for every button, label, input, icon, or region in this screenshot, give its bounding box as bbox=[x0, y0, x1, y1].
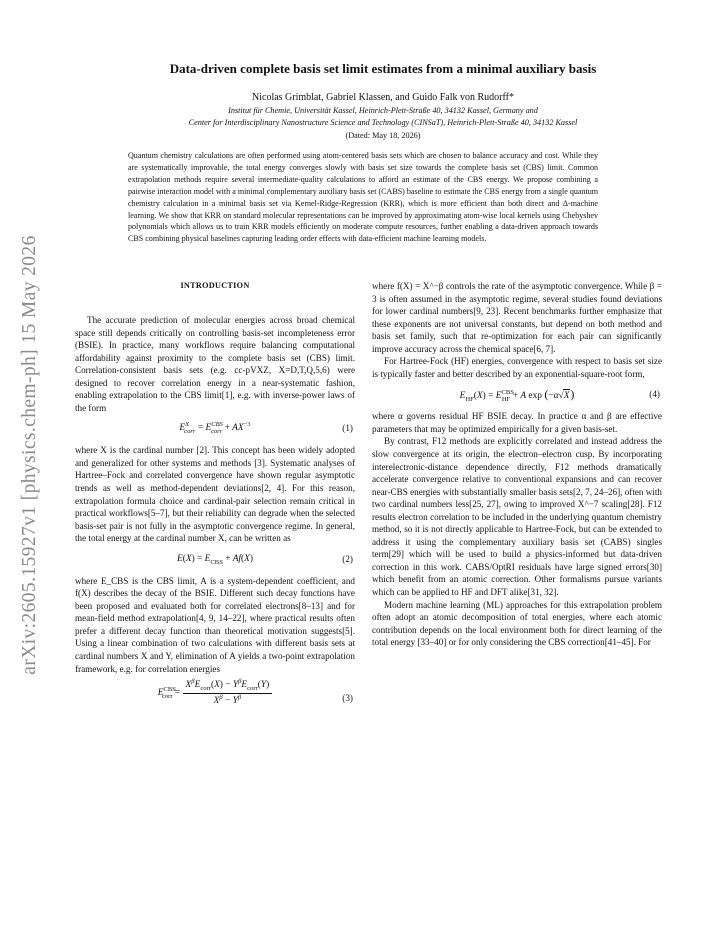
equation-1-body: $E^X_{corr} = E^{CBS}_{corr} + AX^{-3}$ bbox=[179, 421, 251, 436]
author-list: Nicolas Grimblat, Gabriel Klassen, and Guido Falk von Rudorff* bbox=[252, 92, 514, 103]
right-paragraph-2: For Hartree-Fock (HF) energies, convergence with respect to basis set size is typically faster and better described by an exponential-square-root form, bbox=[372, 356, 662, 379]
equation-3-number: (3) bbox=[342, 693, 353, 704]
date-line: (Dated: May 18, 2026) bbox=[345, 131, 421, 140]
right-paragraph-4: By contrast, F12 methods are explicitly correlated and instead address the slow convergence at its origin, the electron–electron cusp. By incorporating interelectronic-distance dependence directly, F12 methods dramatically accelerate convergence relative to conventional expansions and can recover near-CBS energies with substantially smaller basis sets[2, 7, 24–26], often with two cardinal numbers less[25, 27], owing to improved X^−7 scaling[28]. F12 results electron correlation to be included in the underlying quantum chemistry method, so it is not directly applicable to Hartree-Fock, but can be extended to address it using the complementary auxiliary basis set (CABS) singles term[29] which will be used to build a physics-informed but data-driven correction in this work. CABS/OptRI residuals have large signed errors[30] which benefit from an atomic correction. Other formalisms pursue variants which can be applied to HF and DFT alike[31, 32]. bbox=[372, 436, 662, 598]
right-paragraph-5: Modern machine learning (ML) approaches for this extrapolation problem often adopt an atomic decomposition of total energies, where each atomic contribution depends on the local environment both for direct learning of the total energy [33–40] or for only considering the CBS correction[41–45]. For bbox=[372, 599, 662, 648]
equation-4-number: (4) bbox=[649, 389, 660, 400]
equation-4 bbox=[372, 384, 662, 406]
equation-3-body: $E^{CBS}_{corr}$ = $\frac{X^\beta E_{corr}(X) - Y^\beta E_{corr}(Y)}{X^\beta - Y^\beta}$ bbox=[75, 679, 355, 707]
right-column bbox=[372, 280, 662, 649]
arxiv-stamp-text: arXiv:2605.15927v1 [physics.chem-ph] 15 May 2026 bbox=[19, 235, 40, 675]
equation-2-number: (2) bbox=[342, 553, 353, 564]
intro-paragraph-1: The accurate prediction of molecular energies across broad chemical space still depends critically on controlling basis-set incompleteness error (BSIE). In practice, many workflows require balancing computational affordability against proximity to the complete basis set (CBS) limit. Correlation-consistent basis sets (e.g. cc-pVXZ, X=D,T,Q,5,6) were designed to recover correlation energy in a near-systematic fashion, enabling extrapolation to the CBS limit[1], e.g. with inverse-power laws of the form bbox=[75, 315, 355, 413]
equation-2 bbox=[75, 549, 355, 571]
intro-paragraph-2: where X is the cardinal number [2]. This concept has been widely adopted and generalized for other systems and methods [3]. Systematic analyses of Hartree–Fock and correlated convergence have shown regular asymptotic trends as well as method-dependent deviations[2, 4]. For this reason, extrapolation formula choice and cardinal-pair selection remain critical in practical workflows[5–7], but their reliability can degrade when the selected basis-set pair is not fully in the asymptotic convergence regime. In general, the total energy at the cardinal number X, can be written as bbox=[75, 445, 355, 544]
paper-title: Data-driven complete basis set limit estimates from a minimal auxiliary basis bbox=[169, 61, 597, 76]
intro-paragraph-3: where E_CBS is the CBS limit, A is a system-dependent coefficient, and f(X) describes the decay of the BSIE. Different such decay functions have been proposed and evaluated both for correlated electrons[8–13] and for mean-field method extrapolation[4, 9, 14–22], where practical results often prefer a different decay function than theoretical motivation suggests[5]. Using a linear combination of two calculations with different basis sets at cardinal numbers X and Y, elimination of A yields a two-point extrapolation framework, e.g. for correlation energies bbox=[75, 575, 355, 674]
section-heading: INTRODUCTION bbox=[180, 281, 250, 290]
affiliation-2: Center for Interdisciplinary Nanostructure Science and Technology (CINSaT), Heinrich-Plett-Straße 40, 34132 Kassel bbox=[188, 118, 578, 127]
equation-1 bbox=[75, 418, 355, 440]
equation-3 bbox=[75, 679, 355, 719]
abstract: Quantum chemistry calculations are often performed using atom-centered basis sets which are chosen to balance accuracy and cost. While they are systematically improvable, the total energy converges slowly with basis set size towards the complete basis set (CBS) limit. Common extrapolation methods require several intermediate-quality calculations to afford an estimate of the CBS energy. We propose combining a pairwise interaction model with a minimal complementary auxiliary basis set (CABS) baseline to estimate the CBS energy from a single quantum chemistry calculation in a minimal basis set via Kernel-Ridge-Regression (KRR), which is more efficient than both direct and Δ-machine learning. We show that KRR on standard molecular representations can be improved by approximating atom-wise local kernels using Chebyshev polynomials which allows us to train KRR models efficiently on moderate compute resources, further enabling a data-driven approach towards CBS combining physical baselines capturing leading order effects with data-efficient machine learning models. bbox=[128, 151, 598, 244]
left-column bbox=[75, 280, 355, 723]
right-paragraph-1: where f(X) = X^−β controls the rate of the asymptotic convergence. While β = 3 is often assumed in the asymptotic regime, several studies found deviations for lower cardinal numbers[9, 23]. Recent benchmarks further emphasize that these exponents are not universal constants, but depend on both method and basis set family, such that re-optimization for each pair can significantly improve accuracy across the chemical space[6, 7]. bbox=[372, 281, 662, 354]
right-paragraph-3: where α governs residual HF BSIE decay. In practice α and β are effective parameters that may be optimized empirically for a given basis-set. bbox=[372, 411, 662, 434]
arxiv-stamp bbox=[10, 0, 50, 932]
equation-4-body: $E_{HF}(X) = E^{CBS}_{HF} + A$ exp (−α√X) bbox=[459, 387, 575, 404]
affiliation-1: Institut für Chemie, Universität Kassel, Heinrich-Plett-Straße 40, 34132 Kassel, Germany and bbox=[228, 106, 538, 115]
equation-1-number: (1) bbox=[342, 423, 353, 434]
equation-2-body: $E(X) = E_{CBS} + Af(X)$ bbox=[176, 553, 254, 566]
